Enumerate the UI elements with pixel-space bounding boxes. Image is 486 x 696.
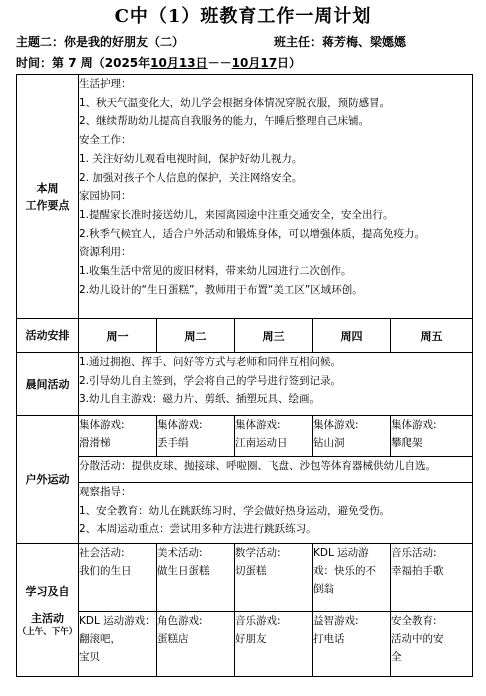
theme-line <box>16 33 184 50</box>
outdoor-observe-row <box>17 483 473 544</box>
study-line: 我们的生日 <box>79 565 132 577</box>
focus-line: 2.秋季气候宜人，适合户外活动和锻炼身体，可以增强体质，提高免疫力。 <box>79 227 426 240</box>
study-line: 切蛋糕 <box>235 565 267 577</box>
week-suffix: 周（ <box>76 56 105 70</box>
game-value: 丢手绢 <box>157 437 189 449</box>
study-line: 美术活动: <box>157 547 203 559</box>
focus-line: 1.提醒家长准时接送幼儿，来园离园途中注重交通安全，安全出行。 <box>79 208 394 221</box>
morning-line: 2.引导幼儿自主签到，学会将自己的学号进行签到记录。 <box>79 374 342 387</box>
focus-line: 安全工作： <box>79 134 132 147</box>
schedule-label: 活动安排 <box>17 319 79 353</box>
day-tuesday: 周二 <box>157 319 235 353</box>
study-line: 打电话 <box>313 633 345 645</box>
morning-line: 3.幼儿自主游戏：磁力片、剪纸、插塑玩具、绘画。 <box>79 393 321 406</box>
observe-line: 2、本周运动重点：尝试用多种方法进行跳跃练习。 <box>79 523 317 536</box>
study-wed-pm <box>235 612 313 677</box>
week-number: 7 <box>68 56 77 70</box>
study-label-note: （上午、下午） <box>17 626 78 637</box>
study-line: 音乐活动: <box>391 547 437 559</box>
study-label <box>17 544 79 677</box>
morning-line: 1.通过拥抱、挥手、问好等方式与老师和同伴互相问候。 <box>79 356 342 368</box>
outdoor-dispersed-row <box>17 457 473 483</box>
morning-row <box>17 353 473 416</box>
time-prefix: 第 <box>52 56 69 70</box>
game-value: 攀爬架 <box>391 437 423 449</box>
study-line: 做生日蛋糕 <box>157 565 210 577</box>
study-line: 倒翁 <box>313 583 334 595</box>
time-label: 时间： <box>16 56 53 70</box>
study-line: 戏：快乐的不 <box>313 565 376 577</box>
study-line: 角色游戏: <box>157 615 203 627</box>
date-separator: －－ <box>207 56 232 70</box>
day-thursday: 周四 <box>313 319 391 353</box>
year: 2025 <box>104 56 139 70</box>
focus-label-line2: 工作要点 <box>25 198 70 212</box>
outdoor-games-row <box>17 416 473 457</box>
study-line: 益智游戏: <box>313 615 359 627</box>
focus-line: 生活护理： <box>79 78 132 90</box>
study-label-line1: 学习及自 <box>25 584 70 598</box>
study-line: KDL 运动游戏：翻滚吧， <box>79 615 156 645</box>
game-label: 集体游戏: <box>235 419 281 431</box>
theme-value: 你是我的好朋友（二） <box>64 35 185 49</box>
study-wed-am <box>235 544 313 612</box>
day-wednesday: 周三 <box>235 319 313 353</box>
study-line: 幸福拍手歌 <box>391 565 444 577</box>
start-day: 13 <box>178 56 196 70</box>
study-tue-pm <box>157 612 235 677</box>
focus-line: 2. 加强对孩子个人信息的保护，关注网络安全。 <box>79 171 303 184</box>
day-friday: 周五 <box>391 319 473 353</box>
day-label-2: 日） <box>277 56 302 70</box>
study-thu-am <box>313 544 391 612</box>
group-game-tue <box>157 416 235 457</box>
end-month: 10 <box>231 56 249 70</box>
focus-row <box>17 75 473 319</box>
day-label-1: 日 <box>195 56 208 70</box>
focus-line: 2.幼儿设计的“生日蛋糕”，教师用于布置“美工区”区域环创。 <box>79 283 363 296</box>
year-suffix: 年 <box>138 56 151 70</box>
focus-line: 家园协同： <box>79 190 132 203</box>
teacher-line <box>274 33 406 50</box>
study-line: 活动中的安 <box>391 633 444 645</box>
focus-content <box>79 75 473 319</box>
focus-line: 1.收集生活中常见的废旧材料，带来幼儿园进行二次创作。 <box>79 265 352 278</box>
start-month: 10 <box>150 56 167 70</box>
morning-content <box>79 353 473 416</box>
game-label: 集体游戏: <box>79 419 125 431</box>
group-game-wed <box>235 416 313 457</box>
group-game-mon <box>79 416 157 457</box>
time-line <box>16 54 301 71</box>
dispersed-activity: 分散活动：提供皮球、抛接球、呼啦圈、飞盘、沙包等体育器械供幼儿自选。 <box>79 457 473 483</box>
game-label: 集体游戏: <box>313 419 359 431</box>
study-row-1 <box>17 544 473 612</box>
group-game-fri <box>391 416 473 457</box>
group-game-thu <box>313 416 391 457</box>
focus-label-line1: 本周 <box>36 181 59 195</box>
game-label: 集体游戏: <box>157 419 203 431</box>
study-line: 数学活动: <box>235 547 281 559</box>
study-row-2 <box>17 612 473 677</box>
study-label-line2: 主活动 <box>31 611 64 625</box>
study-line: 蛋糕店 <box>157 633 189 645</box>
teacher-label: 班主任： <box>274 35 323 49</box>
study-mon-pm <box>79 612 157 677</box>
game-value: 钻山洞 <box>313 437 345 449</box>
page-title: C中（1）班教育工作一周计划 <box>114 6 372 27</box>
study-line: 安全教育: <box>391 615 437 627</box>
focus-label <box>17 75 79 319</box>
observe-guidance <box>79 483 473 544</box>
morning-label: 晨间活动 <box>17 353 79 416</box>
month-label-1: 月 <box>166 56 179 70</box>
focus-line: 1、秋天气温变化大，幼儿学会根据身体情况穿脱衣服，预防感冒。 <box>79 96 391 109</box>
study-thu-pm <box>313 612 391 677</box>
study-mon-am <box>79 544 157 612</box>
study-line: 宝贝 <box>79 651 100 663</box>
study-line: 音乐游戏: <box>235 615 281 627</box>
schedule-header-row <box>17 319 473 353</box>
game-value: 江南运动日 <box>235 437 288 449</box>
outdoor-label: 户外运动 <box>17 416 79 544</box>
month-label-2: 月 <box>248 56 261 70</box>
game-label: 集体游戏: <box>391 419 437 431</box>
day-monday: 周一 <box>79 319 157 353</box>
study-line: 社会活动: <box>79 547 125 559</box>
plan-table <box>16 74 473 677</box>
teacher-value: 蒋芳梅、梁嫕嫕 <box>322 35 407 49</box>
game-value: 滑滑梯 <box>79 437 111 449</box>
study-line: KDL 运动游 <box>313 547 369 559</box>
observe-line: 1、安全教育：幼儿在跳跃练习时，学会做好热身运动，避免受伤。 <box>79 504 391 517</box>
study-tue-am <box>157 544 235 612</box>
study-line: 全 <box>391 651 402 663</box>
focus-line: 资源利用： <box>79 246 132 259</box>
observe-line: 观察指导： <box>79 486 132 498</box>
study-fri-pm <box>391 612 473 677</box>
focus-line: 2、继续帮助幼儿提高自我服务的能力，午睡后整理自己床铺。 <box>79 115 370 128</box>
theme-label: 主题二： <box>16 35 65 49</box>
end-day: 17 <box>260 56 278 70</box>
study-fri-am <box>391 544 473 612</box>
study-line: 好朋友 <box>235 633 267 645</box>
focus-line: 1. 关注好幼儿观看电视时间，保护好幼儿视力。 <box>79 152 303 165</box>
